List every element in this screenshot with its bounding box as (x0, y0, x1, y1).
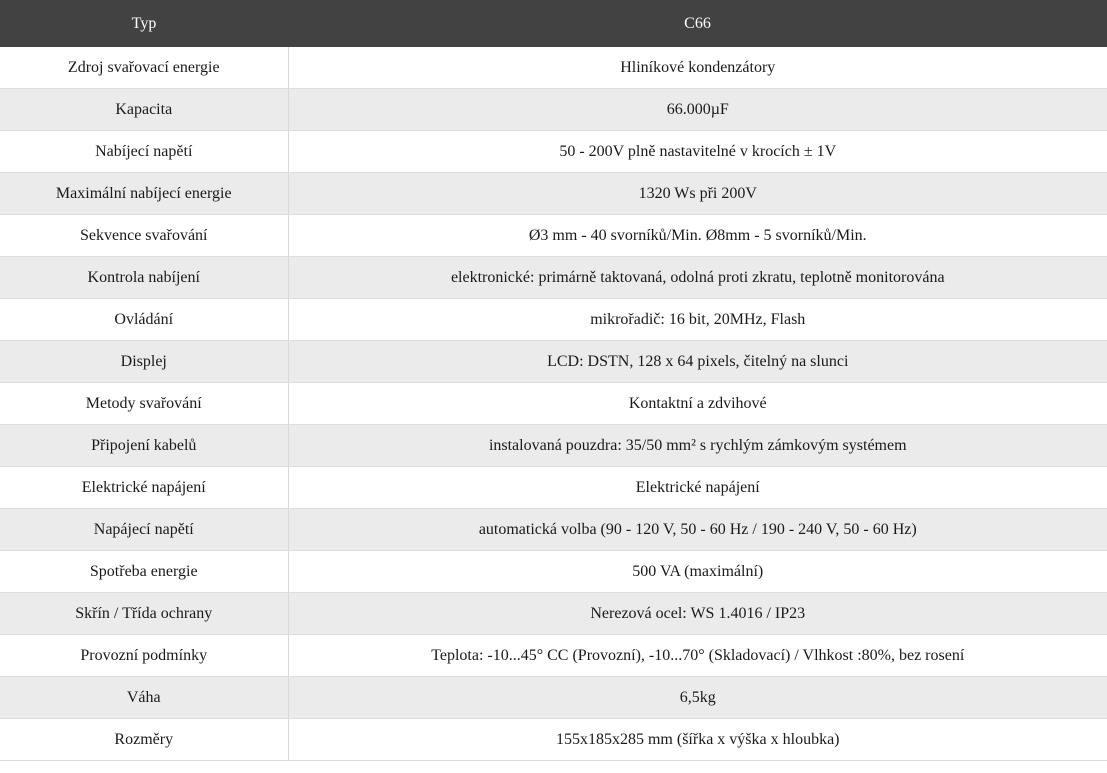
row-label: Maximální nabíjecí energie (0, 173, 288, 215)
row-value: LCD: DSTN, 128 x 64 pixels, čitelný na slunci (288, 341, 1107, 383)
header-row (0, 0, 1107, 47)
row-label: Nabíjecí napětí (0, 131, 288, 173)
table-row (0, 509, 1107, 551)
table-header (0, 0, 1107, 47)
table-row (0, 215, 1107, 257)
row-label: Zdroj svařovací energie (0, 47, 288, 89)
table-row (0, 299, 1107, 341)
row-value: Hliníkové kondenzátory (288, 47, 1107, 89)
row-label: Kapacita (0, 89, 288, 131)
row-label: Elektrické napájení (0, 467, 288, 509)
row-value: Nerezová ocel: WS 1.4016 / IP23 (288, 593, 1107, 635)
header-type-label: Typ (0, 0, 288, 47)
table-row (0, 257, 1107, 299)
table-row (0, 425, 1107, 467)
row-value: 1320 Ws při 200V (288, 173, 1107, 215)
row-value: automatická volba (90 - 120 V, 50 - 60 Hz / 190 - 240 V, 50 - 60 Hz) (288, 509, 1107, 551)
row-label: Skřín / Třída ochrany (0, 593, 288, 635)
table-row (0, 719, 1107, 761)
row-value: 6,5kg (288, 677, 1107, 719)
row-label: Kontrola nabíjení (0, 257, 288, 299)
row-value: mikrořadič: 16 bit, 20MHz, Flash (288, 299, 1107, 341)
row-value: Ø3 mm - 40 svorníků/Min. Ø8mm - 5 svorníků/Min. (288, 215, 1107, 257)
row-label: Váha (0, 677, 288, 719)
row-value: elektronické: primárně taktovaná, odolná proti zkratu, teplotně monitorována (288, 257, 1107, 299)
row-value: 50 - 200V plně nastavitelné v krocích ± 1V (288, 131, 1107, 173)
row-label: Provozní podmínky (0, 635, 288, 677)
table-row (0, 89, 1107, 131)
row-value: 66.000µF (288, 89, 1107, 131)
row-label: Spotřeba energie (0, 551, 288, 593)
table-row (0, 677, 1107, 719)
table-row (0, 341, 1107, 383)
row-value: instalovaná pouzdra: 35/50 mm² s rychlým zámkovým systémem (288, 425, 1107, 467)
row-label: Ovládání (0, 299, 288, 341)
table-row (0, 593, 1107, 635)
row-label: Napájecí napětí (0, 509, 288, 551)
row-value: Kontaktní a zdvihové (288, 383, 1107, 425)
table-row (0, 131, 1107, 173)
row-label: Rozměry (0, 719, 288, 761)
header-model-label: C66 (288, 0, 1107, 47)
table-row (0, 467, 1107, 509)
table-row (0, 173, 1107, 215)
row-label: Připojení kabelů (0, 425, 288, 467)
table-row (0, 551, 1107, 593)
table-row (0, 635, 1107, 677)
row-value: 155x185x285 mm (šířka x výška x hloubka) (288, 719, 1107, 761)
table-row (0, 383, 1107, 425)
row-value: Elektrické napájení (288, 467, 1107, 509)
row-value: Teplota: -10...45° CC (Provozní), -10...70° (Skladovací) / Vlhkost :80%, bez rosení (288, 635, 1107, 677)
row-label: Displej (0, 341, 288, 383)
row-label: Sekvence svařování (0, 215, 288, 257)
table-body (0, 47, 1107, 761)
row-label: Metody svařování (0, 383, 288, 425)
row-value: 500 VA (maximální) (288, 551, 1107, 593)
table-row (0, 47, 1107, 89)
